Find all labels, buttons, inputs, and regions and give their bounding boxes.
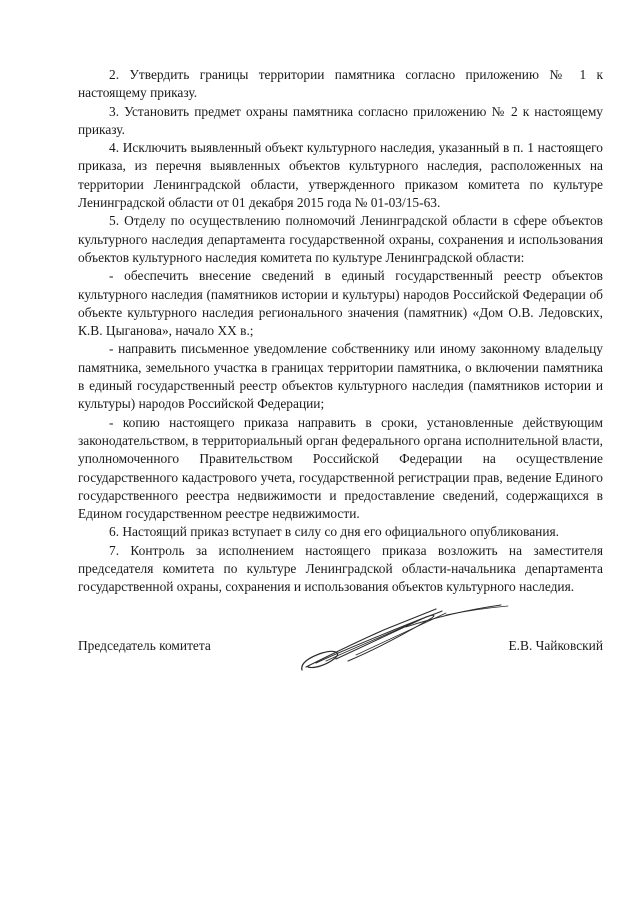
paragraph-approve-boundaries: 2. Утвердить границы территории памятника согласно приложению № 1 к настоящему приказу.	[78, 67, 603, 101]
paragraph-department-tasks: 5. Отделу по осуществлению полномочий Ленинградской области в сфере объектов культурного наследия департамента государственной охраны, сохранения и использования объектов культурного наследия комитета по культуре Ленинградской области:	[78, 213, 603, 265]
handwritten-signature	[296, 597, 511, 677]
paragraph-effective-date: 6. Настоящий приказ вступает в силу со дня его официального опубликования.	[109, 524, 559, 540]
signatory-position: Председатель комитета	[78, 638, 211, 653]
document-body	[78, 66, 603, 597]
task-notify-owner: - направить письменное уведомление собственнику или иному законному владельцу памятника, земельного участка в границах территории памятника, о включении памятника в единый государственный реестр объектов культурного наследия (памятников истории и культуры) народов Российской Федерации;	[78, 341, 603, 412]
paragraph-exclude-object: 4. Исключить выявленный объект культурного наследия, указанный в п. 1 настоящего приказа, из перечня выявленных объектов культурного наследия, расположенных на территории Ленинградской области, утвержденного приказом комитета по культуре Ленинградской области от 01 декабря 2015 года № 01-03/15-63.	[78, 140, 603, 211]
task-register-entry: - обеспечить внесение сведений в единый государственный реестр объектов культурного наследия (памятников истории и культуры) народов Российской Федерации об объекте культурного наследия регионального значения (памятник) «Дом О.В. Ледовских, К.В. Цыганова», начало XX в.;	[78, 268, 603, 339]
paragraph-control: 7. Контроль за исполнением настоящего приказа возложить на заместителя председателя комитета по культуре Ленинградской области-начальника департамента государственной охраны, сохранения и использования объектов культурного наследия.	[78, 542, 603, 595]
task-send-copy: - копию настоящего приказа направить в сроки, установленные действующим законодательством, в территориальный орган федерального органа исполнительной власти, уполномоченного Правительством Российской Федерации на осуществление государственного кадастрового учета, государственной регистрации прав, ведение Единого государственного реестра недвижимости и предоставление сведений, содержащихся в Едином государственном реестре недвижимости.	[78, 414, 603, 522]
paragraph-protection-subject: 3. Установить предмет охраны памятника согласно приложению № 2 к настоящему приказу.	[78, 103, 603, 137]
signatory-name: Е.В. Чайковский	[508, 638, 603, 653]
